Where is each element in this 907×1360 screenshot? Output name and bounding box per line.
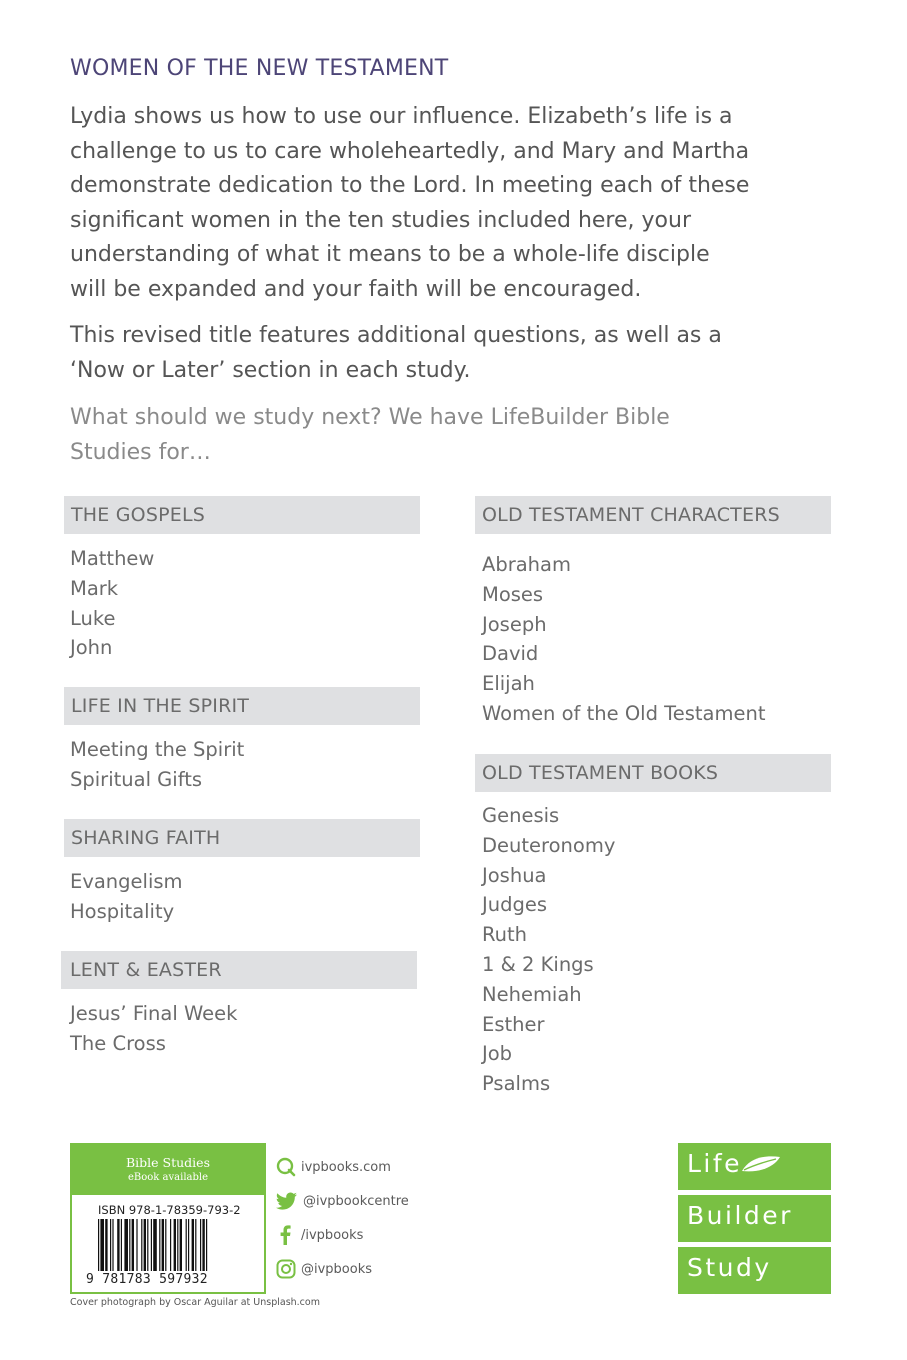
text-line: This revised title features additional questions, as well as a [70, 323, 722, 348]
logo-block-study [678, 1247, 831, 1294]
barcode-bar [188, 1219, 189, 1271]
twitter-icon [276, 1191, 298, 1211]
category-label: OLD TESTAMENT BOOKS [482, 762, 719, 784]
ot-books-list [482, 801, 615, 1099]
list-item: The Cross [70, 1031, 166, 1055]
barcode-bar [159, 1219, 160, 1271]
list-item: Moses [482, 582, 544, 606]
barcode-bar [151, 1219, 152, 1271]
barcode-bar [170, 1219, 171, 1271]
text-line: significant women in the ten studies included here, your [70, 207, 691, 233]
logo-block-builder [678, 1195, 831, 1242]
logo-word: Study [687, 1253, 772, 1282]
barcode-bar [206, 1219, 207, 1271]
search-icon [276, 1157, 296, 1177]
category-label: SHARING FAITH [71, 827, 221, 849]
category-gospels [64, 496, 420, 534]
barcode-bar [141, 1219, 142, 1271]
barcode-bar [98, 1219, 99, 1271]
list-item: Hospitality [70, 899, 175, 923]
list-item: Nehemiah [482, 982, 582, 1006]
list-item: Elijah [482, 672, 535, 696]
text-line: Studies for… [70, 439, 211, 465]
barcode-bar [121, 1219, 122, 1271]
next-study-paragraph [70, 401, 790, 470]
heading: WOMEN OF THE NEW TESTAMENT [70, 56, 449, 81]
text-line: What should we study next? We have LifeBuilder Bible [70, 405, 670, 430]
list-item: Ruth [482, 923, 528, 947]
list-item: Jesus’ Final Week [70, 1002, 238, 1025]
list-item: Psalms [482, 1072, 551, 1096]
barcode-bar [192, 1219, 194, 1271]
category-lent [61, 951, 417, 989]
list-item: Joseph [482, 612, 547, 636]
website-text: ivpbooks.com [301, 1159, 391, 1175]
list-item: Genesis [482, 804, 560, 827]
barcode-bar [136, 1219, 137, 1271]
list-item: Joshua [482, 863, 547, 887]
sharing-list [70, 867, 183, 927]
text-line: ‘Now or Later’ section in each study. [70, 357, 471, 383]
category-sharing [64, 819, 420, 857]
text-line: challenge to us to care wholeheartedly, and Mary and Martha [70, 138, 750, 164]
category-label: LENT & EASTER [70, 959, 222, 981]
barcode-bar [112, 1219, 113, 1271]
barcode-bar [124, 1219, 128, 1271]
text-line: will be expanded and your faith will be encouraged. [70, 276, 642, 302]
gospels-list [70, 544, 154, 663]
barcode-bar [153, 1219, 157, 1271]
category-label: THE GOSPELS [71, 504, 205, 526]
barcode-bar [129, 1219, 130, 1271]
barcode-bar [177, 1219, 178, 1271]
list-item: Mark [70, 576, 119, 600]
twitter-text: @ivpbookcentre [303, 1193, 409, 1209]
list-item: Spiritual Gifts [70, 767, 203, 791]
logo-word: Builder [687, 1201, 793, 1230]
barcode-bar [200, 1219, 201, 1271]
spirit-list [70, 735, 244, 795]
barcode-bar [117, 1219, 119, 1271]
category-label: OLD TESTAMENT CHARACTERS [482, 504, 780, 526]
category-ot-books [475, 754, 831, 792]
list-item: Judges [482, 893, 548, 917]
barcode-header [72, 1145, 264, 1195]
barcode-panel [70, 1143, 266, 1294]
instagram-link[interactable] [276, 1259, 372, 1279]
barcode-number: 9 781783 597932 [86, 1272, 208, 1287]
list-item: Luke [70, 606, 116, 630]
list-item: John [70, 636, 113, 660]
barcode-bar [132, 1219, 134, 1271]
facebook-link[interactable] [276, 1224, 363, 1246]
barcode-bar [105, 1219, 107, 1271]
instagram-icon [276, 1259, 296, 1279]
category-spirit [64, 687, 420, 725]
barcode-bar [147, 1219, 148, 1271]
instagram-text: @ivpbooks [301, 1261, 373, 1277]
photo-credit: Cover photograph by Oscar Aguilar at Unsplash.com [70, 1297, 320, 1308]
category-ot-characters [475, 496, 831, 534]
list-item: Esther [482, 1012, 545, 1036]
lent-list [70, 999, 237, 1059]
barcode-bar [162, 1219, 164, 1271]
list-item: 1 & 2 Kings [482, 952, 594, 976]
category-text: Bible Studies [125, 1155, 210, 1170]
barcode-bar [202, 1219, 204, 1271]
isbn-text: ISBN 978-1-78359-793-2 [98, 1203, 241, 1217]
logo-block-life [678, 1143, 831, 1190]
barcode-bar [174, 1219, 176, 1271]
website-link[interactable] [276, 1157, 391, 1177]
list-item: Matthew [70, 547, 155, 570]
text-line: Lydia shows us how to use our influence. Elizabeth’s life is a [70, 104, 733, 129]
ot-characters-list [482, 550, 766, 729]
list-item: Women of the Old Testament [482, 701, 766, 725]
logo-word: Life [687, 1149, 743, 1178]
list-item: Abraham [482, 553, 571, 576]
revision-paragraph [70, 319, 790, 388]
barcode-bar [165, 1219, 166, 1271]
facebook-text: /ivpbooks [301, 1227, 364, 1243]
barcode-graphic [98, 1219, 242, 1271]
barcode-bar [186, 1219, 187, 1271]
barcode-bar [110, 1219, 111, 1271]
twitter-link[interactable] [276, 1191, 409, 1211]
ebook-note: eBook available [128, 1172, 208, 1183]
list-item: Deuteronomy [482, 833, 616, 857]
barcode-bar [195, 1219, 196, 1271]
category-label: LIFE IN THE SPIRIT [71, 695, 250, 717]
list-item: Meeting the Spirit [70, 738, 245, 761]
text-line: understanding of what it means to be a whole-life disciple [70, 242, 710, 267]
leaf-icon [740, 1153, 782, 1175]
description-paragraph [70, 100, 790, 307]
list-item: Job [482, 1042, 513, 1066]
barcode-bar [100, 1219, 104, 1271]
list-item: David [482, 642, 539, 666]
text-line: demonstrate dedication to the Lord. In meeting each of these [70, 173, 750, 198]
facebook-icon [276, 1224, 296, 1246]
barcode-bar [144, 1219, 146, 1271]
list-item: Evangelism [70, 870, 183, 893]
barcode-bar [180, 1219, 182, 1271]
